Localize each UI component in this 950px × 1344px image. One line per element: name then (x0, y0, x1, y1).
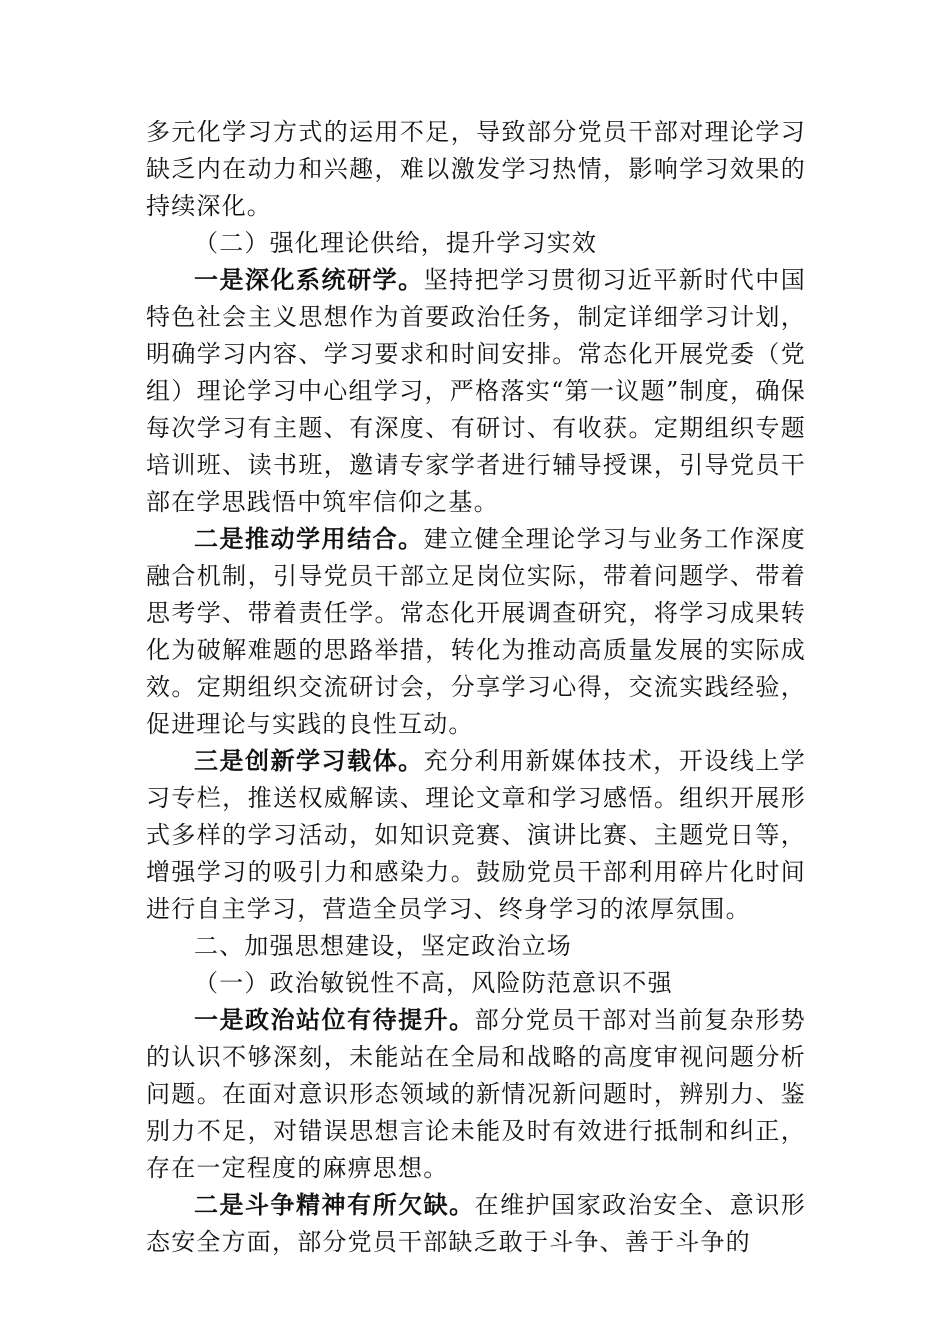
body-paragraph (146, 743, 806, 928)
paragraph-text: 在维护国家政治安全、意识形态安全方面，部分党员干部缺乏敢于斗争、善于斗争的 (146, 1191, 806, 1256)
section-subheading (146, 965, 806, 1002)
continuation-paragraph (146, 114, 806, 225)
body-paragraph (146, 1187, 806, 1261)
paragraph-lead: 二是推动学用结合。 (194, 525, 424, 553)
paragraph-text: 坚持把学习贯彻习近平新时代中国特色社会主义思想作为首要政治任务，制定详细学习计划，明确学习内容、学习要求和时间安排。常态化开展党委（党组）理论学习中心组学习，严格落实“第一议题”制度，确保每次学习有主题、有深度、有研讨、有收获。定期组织专题培训班、读书班，邀请专家学者进行辅导授课，引导党员干部在学思践悟中筑牢信仰之基。 (146, 266, 806, 516)
paragraph-lead: 一是政治站位有待提升。 (194, 1006, 475, 1034)
paragraph-text: 充分利用新媒体技术，开设线上学习专栏，推送权威解读、理论文章和学习感悟。组织开展形式多样的学习活动，如知识竞赛、演讲比赛、主题党日等，增强学习的吸引力和感染力。鼓励党员干部利用碎片化时间进行自主学习，营造全员学习、终身学习的浓厚氛围。 (146, 747, 806, 923)
heading-text: 二、加强思想建设，坚定政治立场 (194, 932, 572, 960)
paragraph-text: 多元化学习方式的运用不足，导致部分党员干部对理论学习缺乏内在动力和兴趣，难以激发学习热情，影响学习效果的持续深化。 (146, 118, 806, 220)
paragraph-text: 建立健全理论学习与业务工作深度融合机制，引导党员干部立足岗位实际，带着问题学、带着思考学、带着责任学。常态化开展调查研究，将学习成果转化为破解难题的思路举措，转化为推动高质量发展的实际成效。定期组织交流研讨会，分享学习心得，交流实践经验，促进理论与实践的良性互动。 (146, 525, 806, 738)
document-body (146, 114, 806, 1261)
subheading-text: （二）强化理论供给，提升学习实效 (194, 229, 598, 257)
paragraph-lead: 一是深化系统研学。 (194, 266, 424, 294)
section-subheading (146, 225, 806, 262)
section-heading (146, 928, 806, 965)
paragraph-lead: 三是创新学习载体。 (194, 747, 424, 775)
paragraph-lead: 二是斗争精神有所欠缺。 (194, 1191, 475, 1219)
body-paragraph (146, 1002, 806, 1187)
paragraph-text: 部分党员干部对当前复杂形势的认识不够深刻，未能站在全局和战略的高度审视问题分析问题。在面对意识形态领域的新情况新问题时，辨别力、鉴别力不足，对错误思想言论未能及时有效进行抵制和纠正，存在一定程度的麻痹思想。 (146, 1006, 806, 1182)
body-paragraph (146, 521, 806, 743)
subheading-text: （一）政治敏锐性不高，风险防范意识不强 (194, 969, 673, 997)
body-paragraph (146, 262, 806, 521)
